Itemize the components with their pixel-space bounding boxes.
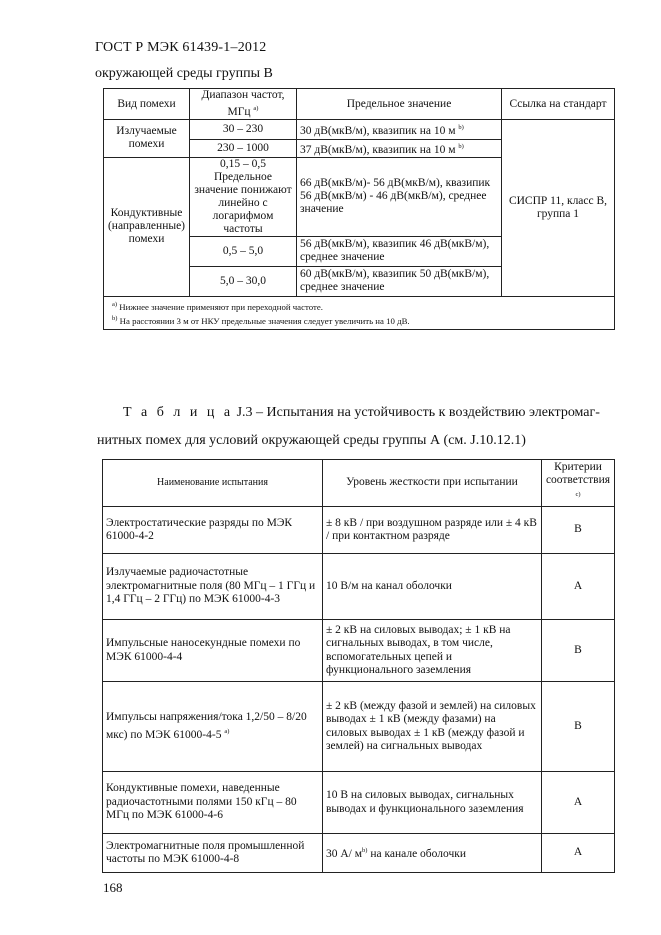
header-limit-value: Предельное значение <box>297 89 502 120</box>
caption-label: Т а б л и ц а <box>123 405 234 420</box>
criterion-cell: А <box>542 772 615 834</box>
table-row <box>103 682 615 772</box>
section-subtitle: окружающей среды группы В <box>95 66 273 81</box>
test-name-cell: Излучаемые радиочастотные электромагнитные поля (80 МГц – 1 ГГц и 1,4 ГГц – 2 ГГц) по МЭК 61000-4-3 <box>103 554 323 620</box>
range-cell: 0,5 – 5,0 <box>190 236 297 266</box>
level-cell: 10 В/м на канал оболочки <box>323 554 542 620</box>
table-row <box>103 554 615 620</box>
emission-limits-table <box>103 88 615 330</box>
range-cell: 230 – 1000 <box>190 140 297 158</box>
criterion-cell: А <box>542 554 615 620</box>
limit-cell: 60 дВ(мкВ/м), квазипик 50 дВ(мкВ/м), среднее значение <box>297 266 502 296</box>
header-severity-level: Уровень жесткости при испытании <box>323 460 542 507</box>
header-test-name: Наименование испытания <box>103 460 323 507</box>
limit-cell: 66 дВ(мкВ/м)- 56 дВ(мкВ/м), квазипик 56 дВ(мкВ/м) - 46 дВ(мкВ/м), среднее значение <box>297 157 502 236</box>
level-cell: 10 В на силовых выводах, сигнальных выводах и функционального заземления <box>323 772 542 834</box>
header-noise-type: Вид помехи <box>104 89 190 120</box>
level-cell: ± 8 кВ / при воздушном разряде или ± 4 кВ / при контактном разряде <box>323 507 542 554</box>
table-header-row <box>103 460 615 507</box>
header-reference: Ссылка на стандарт <box>502 89 615 120</box>
radiated-noise-label: Излучаемые помехи <box>104 120 190 158</box>
table-header-row <box>104 89 615 120</box>
header-frequency-range: Диапазон частот, МГц $^{а)}$ <box>190 89 297 120</box>
immunity-tests-table <box>102 459 615 873</box>
range-cell: 5,0 – 30,0 <box>190 266 297 296</box>
table-row <box>104 120 615 140</box>
standard-header: ГОСТ Р МЭК 61439-1–2012 <box>95 40 267 55</box>
table-caption <box>97 403 617 423</box>
limit-cell: 30 дВ(мкВ/м), квазипик на 10 м $^{b)}$ <box>297 120 502 140</box>
conducted-noise-label: Кондуктивные (направленные) помехи <box>104 157 190 296</box>
test-name-cell: Электромагнитные поля промышленной частоты по МЭК 61000-4-8 <box>103 834 323 873</box>
test-name-cell: Кондуктивные помехи, наведенные радиочастотными полями 150 кГц – 80 МГц по МЭК 61000-4-6 <box>103 772 323 834</box>
table-row <box>103 834 615 873</box>
test-name-cell: Импульсы напряжения/тока 1,2/50 – 8/20 мкс) по МЭК 61000-4-5 $^{а)}$ <box>103 682 323 772</box>
table-footnotes <box>104 296 615 329</box>
table-row <box>103 507 615 554</box>
criterion-cell: А <box>542 834 615 873</box>
reference-cell: СИСПР 11, класс В, группа 1 <box>502 120 615 297</box>
limit-cell: 56 дВ(мкВ/м), квазипик 46 дВ(мкВ/м), среднее значение <box>297 236 502 266</box>
range-cell: 30 – 230 <box>190 120 297 140</box>
caption-text: J.3 – Испытания на устойчивость к воздействию электромаг- <box>236 405 600 420</box>
caption-continuation: нитных помех для условий окружающей среды группы А (см. J.10.12.1) <box>97 433 526 448</box>
criterion-cell: В <box>542 620 615 682</box>
level-cell: ± 2 кВ на силовых выводах; ± 1 кВ на сигнальных выводах, в том числе, вспомогательных цепей и функционального заземления <box>323 620 542 682</box>
limit-cell: 37 дВ(мкВ/м), квазипик на 10 м $^{b)}$ <box>297 140 502 158</box>
footnotes-row <box>104 296 615 329</box>
criterion-cell: В <box>542 682 615 772</box>
footnote-a-mark: а) <box>253 105 259 113</box>
level-cell: ± 2 кВ (между фазой и землей) на силовых выводах ± 1 кВ (между фазами) на силовых выводах ± 1 кВ (между фазой и землей) на сигнальных выводах <box>323 682 542 772</box>
table-row <box>103 620 615 682</box>
level-cell: 30 А/ $м^{b)}$ на канале оболочки <box>323 834 542 873</box>
table-row <box>103 772 615 834</box>
criterion-cell: В <box>542 507 615 554</box>
header-criteria: Критерии соответствия $^{с)}$ <box>542 460 615 507</box>
footnote-b: $^{b)}$ На расстоянии 3 м от НКУ предельные значения следует увеличить на 10 дВ. <box>112 314 410 326</box>
range-cell: 0,15 – 0,5 Предельное значение понижают линейно с логарифмом частоты <box>190 157 297 236</box>
test-name-cell: Электростатические разряды по МЭК 61000-4-2 <box>103 507 323 554</box>
footnote-a: $^{a)}$ Нижнее значение применяют при переходной частоте. <box>112 300 323 312</box>
page-number: 168 <box>103 880 123 895</box>
test-name-cell: Импульсные наносекундные помехи по МЭК 61000-4-4 <box>103 620 323 682</box>
